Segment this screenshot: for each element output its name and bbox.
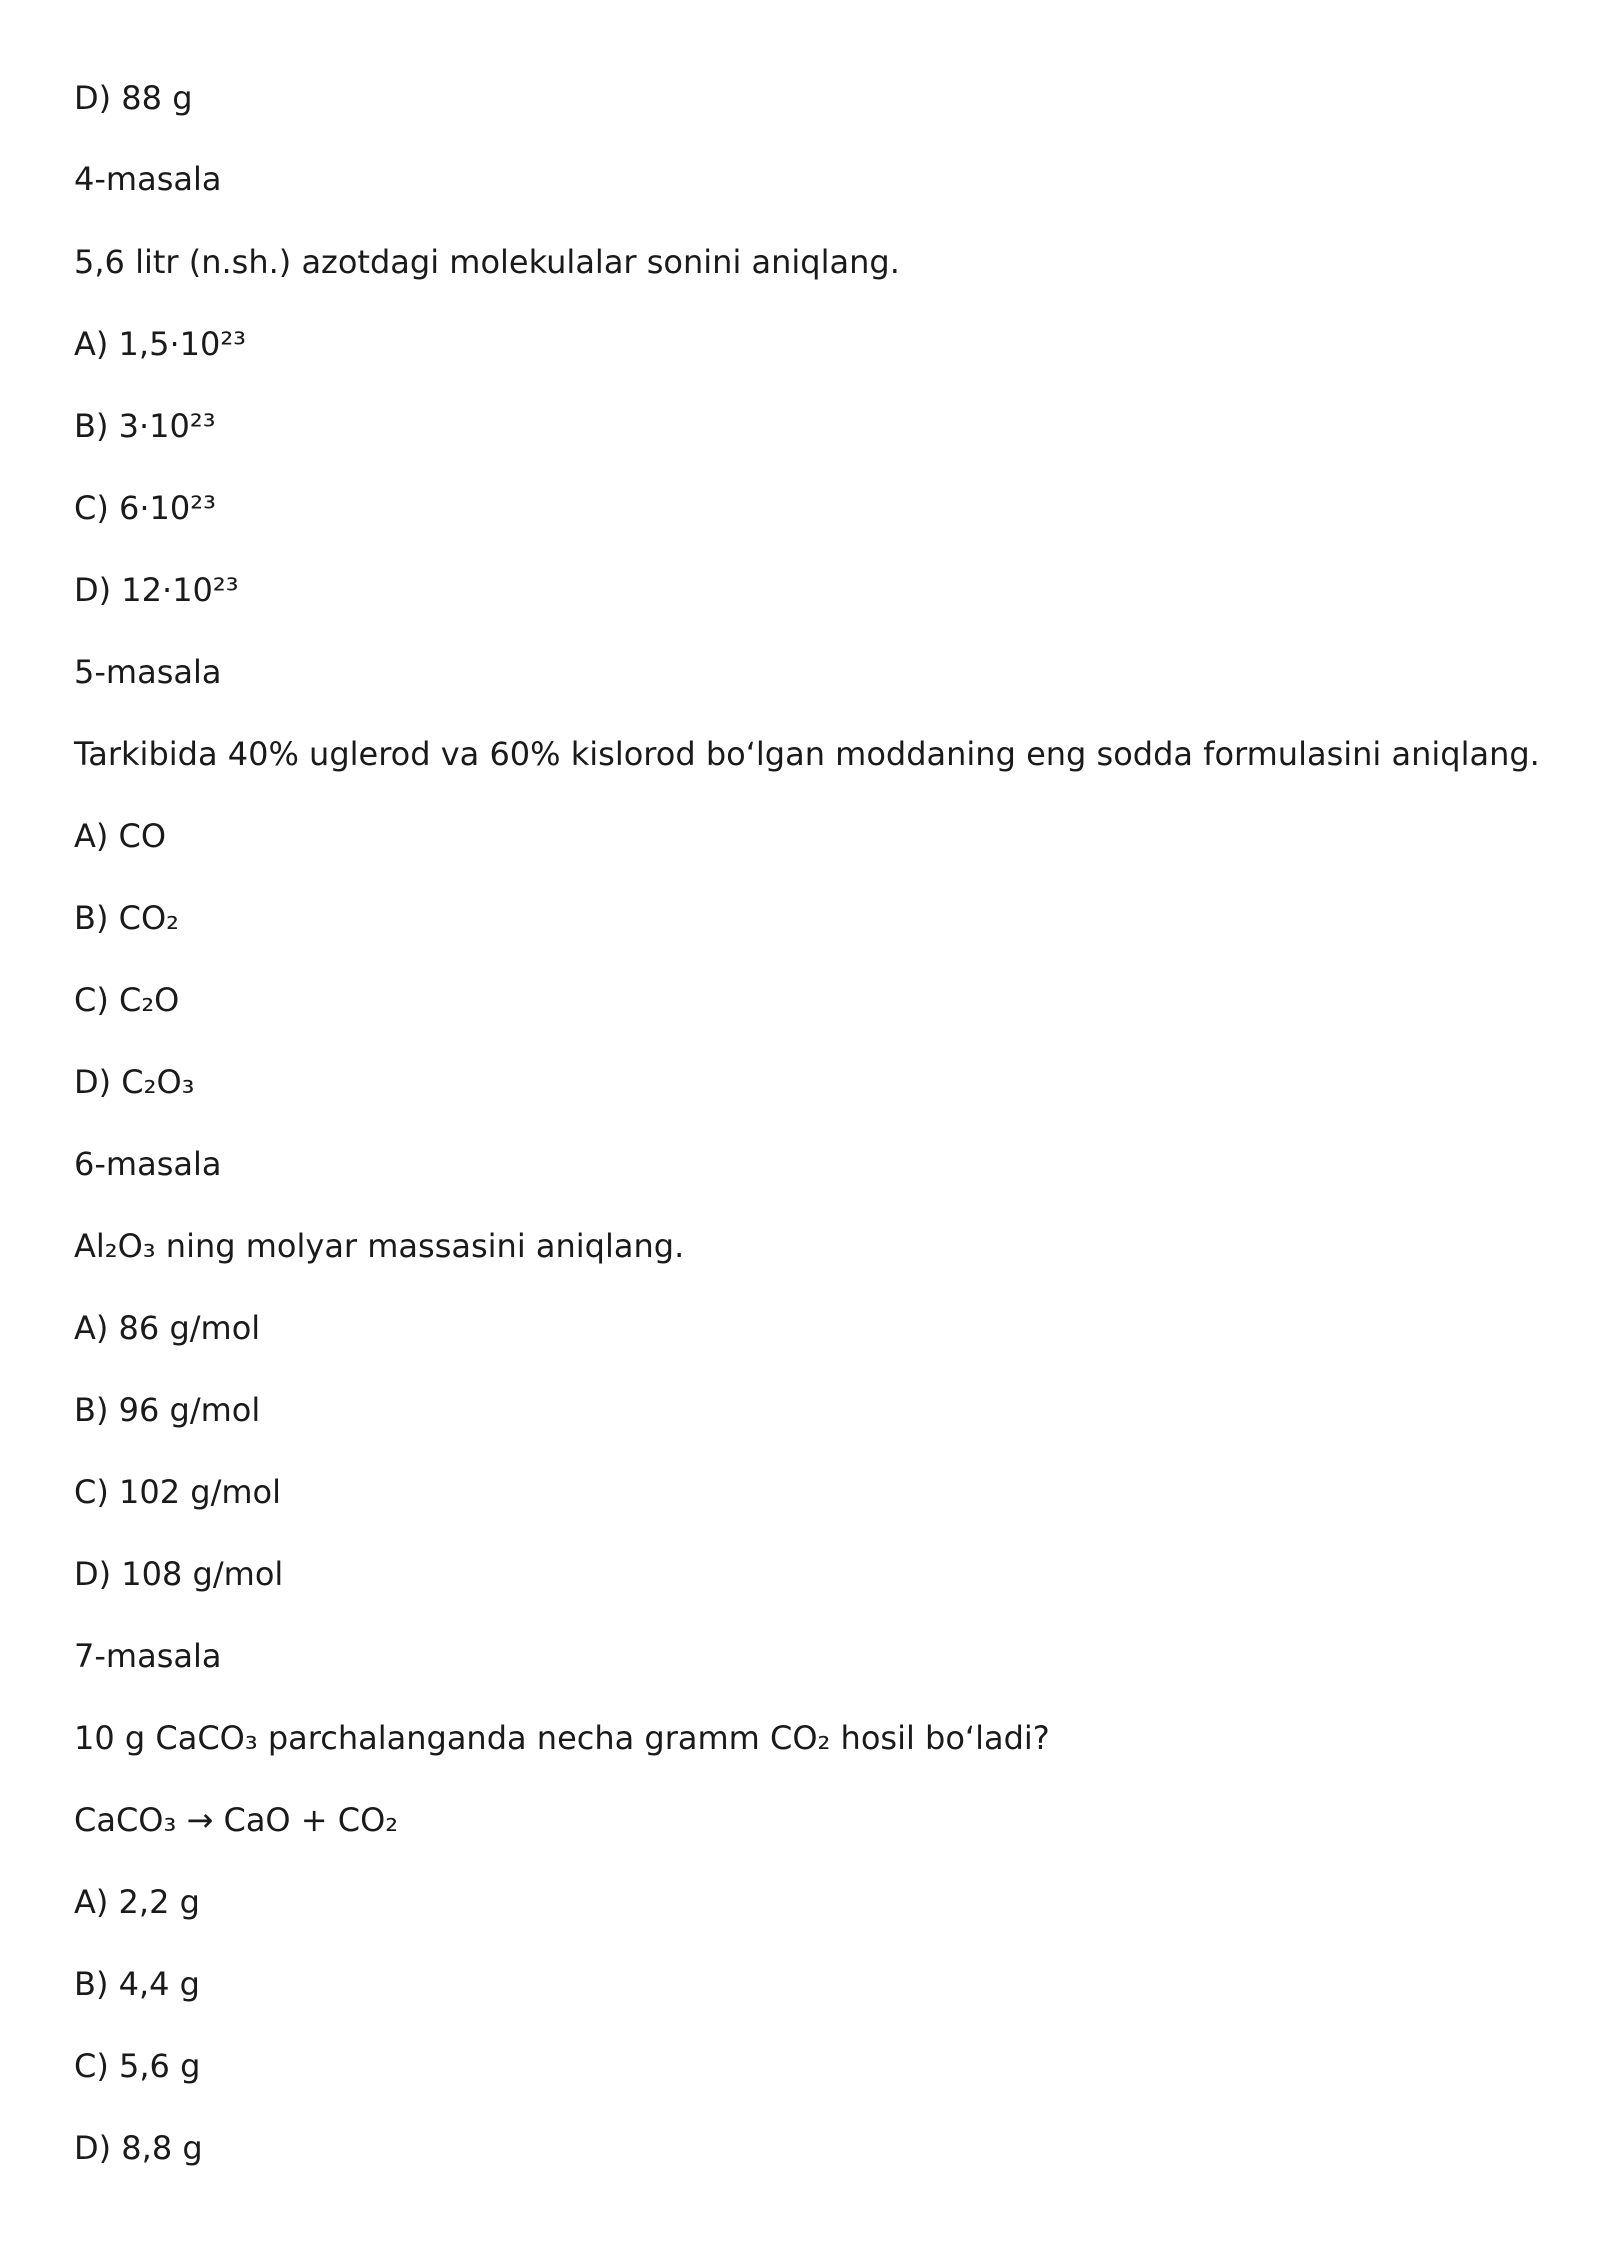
answer-option: A) CO xyxy=(74,817,167,855)
answer-option: D) 88 g xyxy=(74,79,193,117)
answer-option: A) 2,2 g xyxy=(74,1883,200,1921)
problem-heading: 5-masala xyxy=(74,653,222,691)
problem-heading: 6-masala xyxy=(74,1145,222,1183)
answer-option: B) CO₂ xyxy=(74,899,179,937)
answer-option: A) 1,5·10²³ xyxy=(74,325,246,363)
problem-question: Tarkibida 40% uglerod va 60% kislorod boʻlgan moddaning eng sodda formulasini aniqlang. xyxy=(74,735,1540,773)
problem-question: 10 g CaCO₃ parchalanganda necha gramm CO₂ hosil boʻladi? xyxy=(74,1719,1050,1757)
problem-question: 5,6 litr (n.sh.) azotdagi molekulalar sonini aniqlang. xyxy=(74,243,900,281)
answer-option: C) 102 g/mol xyxy=(74,1473,281,1511)
answer-option: C) 6·10²³ xyxy=(74,489,216,527)
answer-option: C) C₂O xyxy=(74,981,180,1019)
problem-heading: 7-masala xyxy=(74,1637,222,1675)
answer-option: D) 12·10²³ xyxy=(74,571,239,609)
problem-heading: 4-masala xyxy=(74,160,222,198)
reaction-equation: CaCO₃ → CaO + CO₂ xyxy=(74,1801,399,1839)
problem-question: Al₂O₃ ning molyar massasini aniqlang. xyxy=(74,1227,685,1265)
answer-option: B) 4,4 g xyxy=(74,1965,200,2003)
answer-option: C) 5,6 g xyxy=(74,2047,201,2085)
answer-option: B) 96 g/mol xyxy=(74,1391,261,1429)
answer-option: D) 108 g/mol xyxy=(74,1555,284,1593)
answer-option: D) C₂O₃ xyxy=(74,1063,195,1101)
answer-option: A) 86 g/mol xyxy=(74,1309,261,1347)
answer-option: B) 3·10²³ xyxy=(74,407,216,445)
answer-option: D) 8,8 g xyxy=(74,2129,203,2167)
